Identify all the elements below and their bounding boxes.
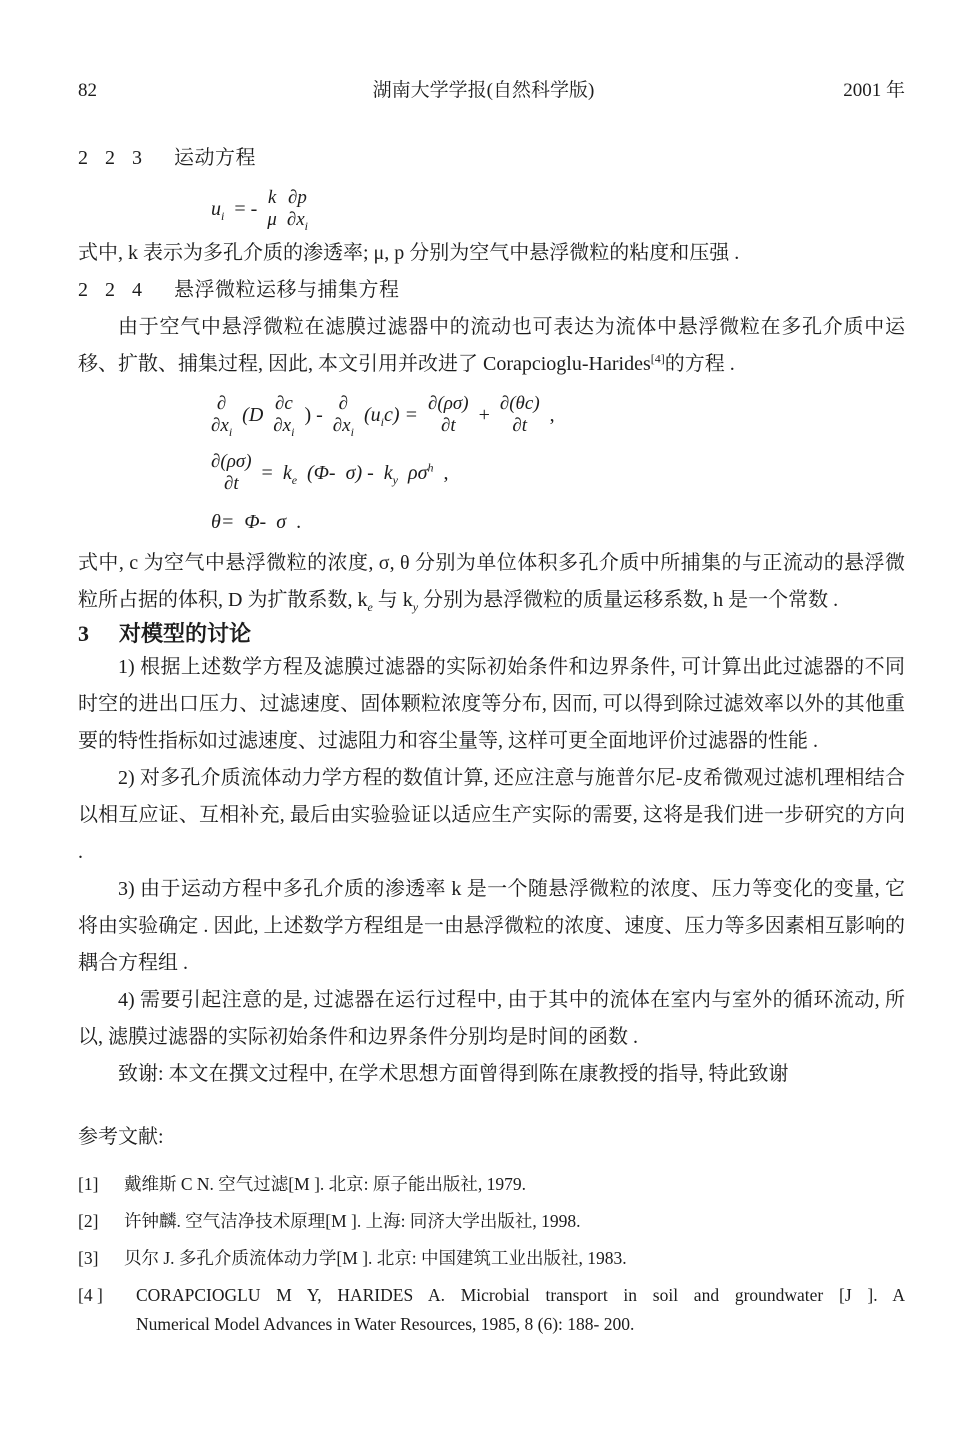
reference-label: [1] xyxy=(78,1174,99,1194)
reference-label: [4 ] xyxy=(78,1285,103,1305)
math-token: $u_i$ xyxy=(211,198,225,223)
math-token: $k_e$ xyxy=(282,462,298,487)
math-token: (Φ- xyxy=(307,462,336,484)
reference-list xyxy=(78,1172,905,1336)
reference-item xyxy=(78,1283,905,1336)
section-number: 3 xyxy=(78,621,89,646)
math-token: σ xyxy=(276,511,287,533)
equation-theta xyxy=(206,505,905,539)
paragraph-224-intro: 由于空气中悬浮微粒在滤膜过滤器中的流动也可表达为流体中悬浮微粒在多孔介质中运移、扩散、捕集过程, 因此, 本文引用并改进了 Corapcioglu-Harides[4]的方程 . xyxy=(78,316,905,375)
math-token: (D xyxy=(242,404,264,426)
discussion-paragraph-4: 4) 需要引起注意的是, 过滤器在运行过程中, 由于其中的流体在室内与室外的循环流动, 所以, 滤膜过滤器的实际初始条件和边界条件分别均是时间的函数 . xyxy=(78,989,905,1048)
subsection-heading-223 xyxy=(78,140,905,177)
math-token: , xyxy=(443,462,449,484)
subsection-number: 2 2 4 xyxy=(78,279,148,301)
math-token: $(u_ic)$ = xyxy=(363,404,419,429)
journal-title: 湖南大学学报(自然科学版) xyxy=(372,80,595,101)
reference-label: [3] xyxy=(78,1248,99,1268)
math-token: ) - xyxy=(304,404,323,426)
equation-system xyxy=(78,389,905,539)
reference-text: CORAPCIOGLU M Y, HARIDES A. Microbial transport in soil and groundwater [J ]. A Numerical Model Advances in Water Resources, 1985, 8 (6): 188- 200. xyxy=(136,1285,905,1334)
math-token: σ) - xyxy=(345,462,374,484)
equation-motion xyxy=(206,183,905,235)
reference-text: 许钟麟. 空气洁净技术原理[M ]. 上海: 同济大学出版社, 1998. xyxy=(124,1211,581,1231)
math-token: = xyxy=(261,462,273,484)
subsection-heading-224 xyxy=(78,272,905,309)
math-token: $k_y$ xyxy=(383,462,398,487)
running-head xyxy=(78,80,905,102)
citation-marker: [4] xyxy=(650,351,665,366)
math-token: $\rho\sigma^h$ xyxy=(408,460,434,484)
section-title: 对模型的讨论 xyxy=(119,621,252,646)
discussion-paragraph-1: 1) 根据上述数学方程及滤膜过滤器的实际初始条件和边界条件, 可计算出此过滤器的不同时空的进出口压力、过滤速度、固体颗粒浓度等分布, 因而, 可以得到除过滤效率以外的其他重要的特性指标如过滤速度、过滤阻力和容尘量等, 这样可更全面地评价过滤器的性能 . xyxy=(78,656,905,752)
fraction: ∂c $\partial x_i$ xyxy=(273,393,295,439)
reference-item xyxy=(78,1209,905,1233)
fraction: ∂(θc) ∂t xyxy=(499,393,540,436)
references-heading: 参考文献: xyxy=(78,1126,164,1148)
discussion-paragraph-2: 2) 对多孔介质流体动力学方程的数值计算, 还应注意与施普尔尼-皮希微观过滤机理相结合以相互应证、互相补充, 最后由实验验证以适应生产实际的需要, 这将是我们进一步研究的方向 . xyxy=(78,767,905,863)
math-token: . xyxy=(296,511,302,533)
math-token: , xyxy=(549,404,555,426)
reference-item xyxy=(78,1172,905,1196)
equation-transport xyxy=(206,389,905,441)
math-token: + xyxy=(478,404,490,426)
header-year: 2001 年 xyxy=(843,80,905,101)
fraction: ∂(ρσ) ∂t xyxy=(428,393,469,436)
section-heading-3 xyxy=(78,619,905,649)
acknowledgement: 致谢: 本文在撰文过程中, 在学术思想方面曾得到陈在康教授的指导, 特此致谢 xyxy=(118,1063,789,1085)
page-number: 82 xyxy=(78,80,97,101)
equation-capture-rate xyxy=(206,447,905,499)
fraction: k μ xyxy=(267,187,277,230)
fraction: ∂(ρσ) ∂t xyxy=(211,451,252,494)
fraction: ∂ $\partial x_i$ xyxy=(211,393,233,439)
math-token: Φ- xyxy=(244,511,267,533)
paragraph-variable-definitions: 式中, c 为空气中悬浮微粒的浓度, σ, θ 分别为单位体积多孔介质中所捕集的与正流动的悬浮微粒所占据的体积, D 为扩散系数, $k_e$ 与 $k_y$ 分别为悬浮微粒的质量运移系数, h 是一个常数 . xyxy=(78,552,905,614)
reference-item xyxy=(78,1246,905,1270)
math-token: θ= xyxy=(211,511,235,533)
fraction: ∂ $\partial x_i$ xyxy=(332,393,354,439)
subsection-title: 运动方程 xyxy=(174,147,256,169)
reference-label: [2] xyxy=(78,1211,99,1231)
fraction: ∂p $\partial x_i$ xyxy=(286,187,309,233)
discussion-paragraph-3: 3) 由于运动方程中多孔介质的渗透率 k 是一个随悬浮微粒的浓度、压力等变化的变量, 它将由实验确定 . 因此, 上述数学方程组是一由悬浮微粒的浓度、速度、压力等多因素相互影响的耦合方程组 . xyxy=(78,878,905,974)
reference-text: 戴维斯 C N. 空气过滤[M ]. 北京: 原子能出版社, 1979. xyxy=(124,1174,527,1194)
subsection-number: 2 2 3 xyxy=(78,147,148,169)
math-token: = - xyxy=(234,198,258,220)
paragraph-motion-where: 式中, k 表示为多孔介质的渗透率; μ, p 分别为空气中悬浮微粒的粘度和压强 . xyxy=(78,242,740,264)
subsection-title: 悬浮微粒运移与捕集方程 xyxy=(174,279,400,301)
reference-text: 贝尔 J. 多孔介质流体动力学[M ]. 北京: 中国建筑工业出版社, 1983. xyxy=(124,1248,627,1268)
